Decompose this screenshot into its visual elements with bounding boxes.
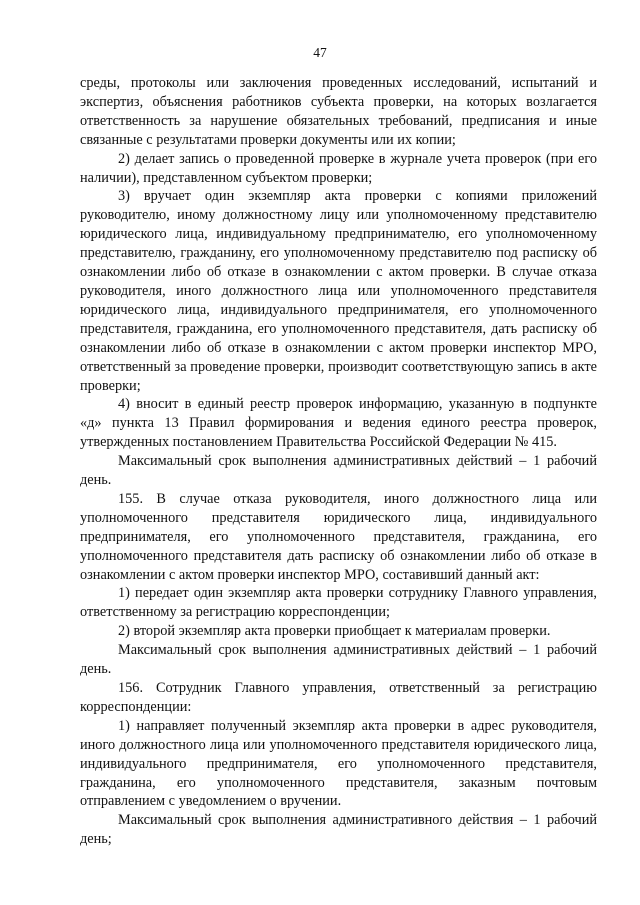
paragraph: Максимальный срок выполнения административного действия – 1 рабочий день;	[80, 812, 597, 848]
page-number: 47	[313, 45, 327, 60]
paragraph: 156. Сотрудник Главного управления, ответственный за регистрацию корреспонденции:	[80, 680, 597, 715]
document-body	[80, 74, 597, 849]
paragraph: 2) делает запись о проведенной проверке в журнале учета проверок (при его наличии), представленном субъектом проверки;	[80, 150, 597, 186]
paragraph: Максимальный срок выполнения административных действий – 1 рабочий день.	[80, 642, 597, 678]
paragraph: 4) вносит в единый реестр проверок информацию, указанную в подпункте «д» пункта 13 Правил формирования и ведения единого реестра проверок, утвержденных постановлением Правительства Российской Федерации № 415.	[80, 396, 597, 451]
paragraph: 155. В случае отказа руководителя, иного должностного лица или уполномоченного представителя юридического лица, индивидуального предпринимателя, его уполномоченного представителя, гражданина, его уполномоченного представителя дать расписку об ознакомлении либо об отказе в ознакомлении с актом проверки инспектор МРО, составивший данный акт:	[80, 490, 597, 583]
paragraph: 1) передает один экземпляр акта проверки сотруднику Главного управления, ответственному за регистрацию корреспонденции;	[80, 585, 597, 621]
paragraph: Максимальный срок выполнения административных действий – 1 рабочий день.	[80, 453, 597, 489]
paragraph: 2) второй экземпляр акта проверки приобщает к материалам проверки.	[118, 623, 551, 640]
paragraph: среды, протоколы или заключения проведенных исследований, испытаний и экспертиз, объяснения работников субъекта проверки, на которых возлагается ответственность за нарушение обязательных требований, предписания и иные связанные с результатами проверки документы или их копии;	[80, 75, 597, 148]
paragraph: 1) направляет полученный экземпляр акта проверки в адрес руководителя, иного должностного лица или уполномоченного представителя юридического лица, индивидуального предпринимателя, его уполномоченного представителя, гражданина, его уполномоченного представителя, заказным почтовым отправлением с уведомлением о вручении.	[80, 717, 597, 810]
paragraph: 3) вручает один экземпляр акта проверки с копиями приложений руководителю, иному должностному лицу или уполномоченному представителю юридического лица, индивидуальному предпринимателю, его уполномоченному представителю, гражданину, его уполномоченному представителю под расписку об ознакомлении либо об отказе в ознакомлении с актом проверки. В случае отказа руководителя, иного должностного лица или уполномоченного представителя юридического лица, индивидуального предпринимателя, его уполномоченного представителя, гражданина, его уполномоченного представителя, дать расписку об ознакомлении либо об отказе в ознакомлении с актом проверки инспектор МРО, ответственный за проведение проверки, производит соответствующую запись в акте проверки;	[80, 188, 597, 394]
